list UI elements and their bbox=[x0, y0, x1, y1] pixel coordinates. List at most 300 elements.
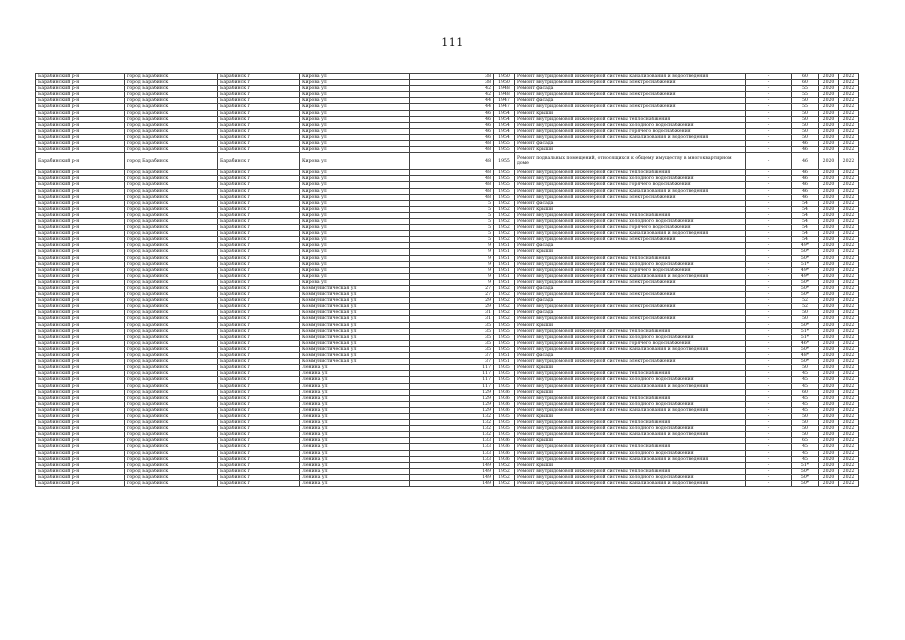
cell-locality: Барабинск г bbox=[218, 438, 300, 444]
cell-term: 50* bbox=[792, 322, 819, 328]
cell-street: Ленина ул bbox=[300, 432, 410, 438]
cell-street: Ленина ул bbox=[300, 371, 410, 377]
cell-year-built: 1954 bbox=[494, 134, 515, 140]
cell-locality: Барабинск г bbox=[218, 389, 300, 395]
cell-district: Барабинский р-н bbox=[36, 261, 125, 267]
cell-work-type: Ремонт крыши bbox=[515, 365, 746, 371]
cell-locality: Барабинск г bbox=[218, 432, 300, 438]
cell-year-end: 2022 bbox=[839, 200, 859, 206]
cell-term: 54 bbox=[792, 225, 819, 231]
cell-year-built: 1952 bbox=[494, 292, 515, 298]
cell-year-start: 2020 bbox=[819, 249, 839, 255]
cell-year-end: 2022 bbox=[839, 273, 859, 279]
cell-district: Барабинский р-н bbox=[36, 444, 125, 450]
cell-dash: - bbox=[746, 188, 792, 194]
cell-year-start: 2020 bbox=[819, 153, 839, 170]
cell-dash: - bbox=[746, 286, 792, 292]
cell-year-start: 2020 bbox=[819, 286, 839, 292]
cell-year-end: 2022 bbox=[839, 212, 859, 218]
cell-year-built: 1936 bbox=[494, 395, 515, 401]
cell-street: Кирова ул bbox=[300, 147, 410, 153]
cell-year-end: 2022 bbox=[839, 147, 859, 153]
cell-settlement: город Барабинск bbox=[125, 334, 218, 340]
cell-street: Кирова ул bbox=[300, 98, 410, 104]
cell-year-start: 2020 bbox=[819, 413, 839, 419]
cell-locality: Барабинск г bbox=[218, 182, 300, 188]
cell-district: Барабинский р-н bbox=[36, 298, 125, 304]
cell-year-start: 2020 bbox=[819, 237, 839, 243]
cell-dash: - bbox=[746, 365, 792, 371]
cell-work-type: Ремонт внутридомовой инженерной системы теплоснабжения bbox=[515, 420, 746, 426]
cell-year-start: 2020 bbox=[819, 80, 839, 86]
cell-district: Барабинский р-н bbox=[36, 481, 125, 487]
cell-year-end: 2022 bbox=[839, 104, 859, 110]
cell-year-built: 1952 bbox=[494, 200, 515, 206]
cell-street: Кирова ул bbox=[300, 141, 410, 147]
cell-year-start: 2020 bbox=[819, 122, 839, 128]
cell-work-type: Ремонт фасада bbox=[515, 286, 746, 292]
cell-year-built: 1935 bbox=[494, 432, 515, 438]
cell-locality: Барабинск г bbox=[218, 292, 300, 298]
cell-term: 45 bbox=[792, 444, 819, 450]
cell-district: Барабинский р-н bbox=[36, 426, 125, 432]
cell-year-built: 1955 bbox=[494, 346, 515, 352]
cell-locality: Барабинск г bbox=[218, 426, 300, 432]
cell-locality: Барабинск г bbox=[218, 304, 300, 310]
cell-street: Кирова ул bbox=[300, 176, 410, 182]
cell-district: Барабинский р-н bbox=[36, 255, 125, 261]
cell-year-start: 2020 bbox=[819, 231, 839, 237]
cell-year-built: 1951 bbox=[494, 267, 515, 273]
cell-settlement: город Барабинск bbox=[125, 273, 218, 279]
cell-settlement: город Барабинск bbox=[125, 188, 218, 194]
cell-settlement: город Барабинск bbox=[125, 444, 218, 450]
cell-district: Барабинский р-н bbox=[36, 98, 125, 104]
cell-house-number: 132 bbox=[410, 426, 494, 432]
cell-settlement: город Барабинск bbox=[125, 141, 218, 147]
cell-work-type: Ремонт фасада bbox=[515, 141, 746, 147]
cell-year-start: 2020 bbox=[819, 141, 839, 147]
cell-term: 55 bbox=[792, 104, 819, 110]
cell-locality: Барабинск г bbox=[218, 116, 300, 122]
cell-work-type: Ремонт внутридомовой инженерной системы канализования и водоотведения bbox=[515, 346, 746, 352]
cell-district: Барабинский р-н bbox=[36, 182, 125, 188]
cell-locality: Барабинск г bbox=[218, 359, 300, 365]
cell-settlement: город Барабинск bbox=[125, 249, 218, 255]
cell-dash: - bbox=[746, 231, 792, 237]
cell-street: Ленина ул bbox=[300, 420, 410, 426]
cell-year-end: 2022 bbox=[839, 340, 859, 346]
cell-year-start: 2020 bbox=[819, 200, 839, 206]
cell-work-type: Ремонт подвальных помещений, относящихся к общему имуществу в многоквартирном доме bbox=[515, 153, 746, 170]
cell-street: Кирова ул bbox=[300, 153, 410, 170]
cell-year-end: 2022 bbox=[839, 383, 859, 389]
cell-term: 54 bbox=[792, 237, 819, 243]
cell-locality: Барабинск г bbox=[218, 450, 300, 456]
cell-work-type: Ремонт внутридомовой инженерной системы электроснабжения bbox=[515, 359, 746, 365]
cell-street: Ленина ул bbox=[300, 438, 410, 444]
cell-house-number: 117 bbox=[410, 377, 494, 383]
cell-year-start: 2020 bbox=[819, 92, 839, 98]
cell-work-type: Ремонт внутридомовой инженерной системы электроснабжения bbox=[515, 92, 746, 98]
cell-house-number: 5 bbox=[410, 212, 494, 218]
cell-term: 55 bbox=[792, 86, 819, 92]
cell-term: 46 bbox=[792, 153, 819, 170]
cell-street: Коммунистическая ул bbox=[300, 286, 410, 292]
table-row bbox=[36, 481, 859, 487]
cell-dash: - bbox=[746, 128, 792, 134]
cell-settlement: город Барабинск bbox=[125, 98, 218, 104]
cell-settlement: город Барабинск bbox=[125, 279, 218, 285]
cell-year-end: 2022 bbox=[839, 74, 859, 80]
cell-year-start: 2020 bbox=[819, 468, 839, 474]
cell-dash: - bbox=[746, 212, 792, 218]
cell-street: Ленина ул bbox=[300, 426, 410, 432]
cell-term: 60 bbox=[792, 80, 819, 86]
cell-year-end: 2022 bbox=[839, 377, 859, 383]
cell-settlement: город Барабинск bbox=[125, 128, 218, 134]
cell-settlement: город Барабинск bbox=[125, 316, 218, 322]
cell-year-end: 2022 bbox=[839, 249, 859, 255]
cell-year-built: 1951 bbox=[494, 279, 515, 285]
cell-year-built: 1952 bbox=[494, 462, 515, 468]
cell-year-end: 2022 bbox=[839, 279, 859, 285]
cell-year-built: 1954 bbox=[494, 128, 515, 134]
cell-district: Барабинский р-н bbox=[36, 389, 125, 395]
cell-year-end: 2022 bbox=[839, 292, 859, 298]
cell-house-number: 35 bbox=[410, 328, 494, 334]
cell-settlement: город Барабинск bbox=[125, 322, 218, 328]
cell-district: Барабинский р-н bbox=[36, 310, 125, 316]
cell-term: 45 bbox=[792, 450, 819, 456]
cell-term: 60 bbox=[792, 389, 819, 395]
cell-work-type: Ремонт фасада bbox=[515, 243, 746, 249]
cell-locality: Барабинск г bbox=[218, 80, 300, 86]
cell-settlement: город Барабинск bbox=[125, 153, 218, 170]
cell-dash: - bbox=[746, 218, 792, 224]
cell-dash: - bbox=[746, 92, 792, 98]
cell-dash: - bbox=[746, 444, 792, 450]
cell-street: Коммунистическая ул bbox=[300, 334, 410, 340]
cell-year-end: 2022 bbox=[839, 116, 859, 122]
cell-dash: - bbox=[746, 359, 792, 365]
cell-work-type: Ремонт внутридомовой инженерной системы холодного водоснабжения bbox=[515, 401, 746, 407]
cell-dash: - bbox=[746, 438, 792, 444]
cell-house-number: 48 bbox=[410, 170, 494, 176]
cell-year-end: 2022 bbox=[839, 128, 859, 134]
cell-district: Барабинский р-н bbox=[36, 462, 125, 468]
cell-dash: - bbox=[746, 328, 792, 334]
cell-term: 50 bbox=[792, 316, 819, 322]
cell-year-built: 1936 bbox=[494, 407, 515, 413]
cell-work-type: Ремонт внутридомовой инженерной системы теплоснабжения bbox=[515, 255, 746, 261]
cell-locality: Барабинск г bbox=[218, 194, 300, 200]
cell-term: 45 bbox=[792, 401, 819, 407]
cell-year-built: 1955 bbox=[494, 182, 515, 188]
cell-house-number: 149 bbox=[410, 481, 494, 487]
cell-locality: Барабинск г bbox=[218, 249, 300, 255]
cell-year-built: 1948 bbox=[494, 92, 515, 98]
cell-house-number: 48 bbox=[410, 153, 494, 170]
cell-term: 49* bbox=[792, 243, 819, 249]
cell-year-start: 2020 bbox=[819, 383, 839, 389]
cell-street: Ленина ул bbox=[300, 462, 410, 468]
cell-year-built: 1935 bbox=[494, 365, 515, 371]
cell-work-type: Ремонт крыши bbox=[515, 147, 746, 153]
cell-street: Кирова ул bbox=[300, 104, 410, 110]
cell-house-number: 132 bbox=[410, 432, 494, 438]
cell-dash: - bbox=[746, 261, 792, 267]
cell-settlement: город Барабинск bbox=[125, 401, 218, 407]
cell-locality: Барабинск г bbox=[218, 237, 300, 243]
cell-year-built: 1951 bbox=[494, 261, 515, 267]
cell-dash: - bbox=[746, 273, 792, 279]
cell-house-number: 5 bbox=[410, 237, 494, 243]
cell-street: Ленина ул bbox=[300, 365, 410, 371]
cell-term: 46 bbox=[792, 188, 819, 194]
cell-work-type: Ремонт внутридомовой инженерной системы канализования и водоотведения bbox=[515, 134, 746, 140]
cell-house-number: 5 bbox=[410, 225, 494, 231]
cell-house-number: 48 bbox=[410, 176, 494, 182]
cell-dash: - bbox=[746, 116, 792, 122]
cell-year-end: 2022 bbox=[839, 231, 859, 237]
cell-locality: Барабинск г bbox=[218, 128, 300, 134]
cell-work-type: Ремонт крыши bbox=[515, 249, 746, 255]
cell-year-built: 1950 bbox=[494, 74, 515, 80]
cell-street: Кирова ул bbox=[300, 225, 410, 231]
cell-work-type: Ремонт внутридомовой инженерной системы электроснабжения bbox=[515, 279, 746, 285]
cell-term: 51* bbox=[792, 462, 819, 468]
cell-year-end: 2022 bbox=[839, 322, 859, 328]
cell-locality: Барабинск г bbox=[218, 310, 300, 316]
cell-year-end: 2022 bbox=[839, 401, 859, 407]
cell-district: Барабинский р-н bbox=[36, 286, 125, 292]
cell-district: Барабинский р-н bbox=[36, 365, 125, 371]
cell-work-type: Ремонт внутридомовой инженерной системы электроснабжения bbox=[515, 237, 746, 243]
cell-year-start: 2020 bbox=[819, 292, 839, 298]
cell-locality: Барабинск г bbox=[218, 110, 300, 116]
table-row bbox=[36, 153, 859, 170]
cell-locality: Барабинск г bbox=[218, 200, 300, 206]
cell-house-number: 31 bbox=[410, 310, 494, 316]
cell-locality: Барабинск г bbox=[218, 134, 300, 140]
cell-settlement: город Барабинск bbox=[125, 407, 218, 413]
cell-settlement: город Барабинск bbox=[125, 104, 218, 110]
cell-year-end: 2022 bbox=[839, 456, 859, 462]
cell-year-start: 2020 bbox=[819, 359, 839, 365]
cell-work-type: Ремонт внутридомовой инженерной системы канализования и водоотведения bbox=[515, 273, 746, 279]
cell-house-number: 129 bbox=[410, 395, 494, 401]
cell-locality: Барабинск г bbox=[218, 170, 300, 176]
cell-street: Кирова ул bbox=[300, 86, 410, 92]
cell-year-built: 1936 bbox=[494, 401, 515, 407]
cell-street: Ленина ул bbox=[300, 456, 410, 462]
cell-dash: - bbox=[746, 141, 792, 147]
cell-dash: - bbox=[746, 432, 792, 438]
cell-house-number: 132 bbox=[410, 413, 494, 419]
cell-work-type: Ремонт внутридомовой инженерной системы холодного водоснабжения bbox=[515, 261, 746, 267]
cell-dash: - bbox=[746, 267, 792, 273]
cell-year-end: 2022 bbox=[839, 395, 859, 401]
cell-dash: - bbox=[746, 292, 792, 298]
cell-settlement: город Барабинск bbox=[125, 359, 218, 365]
cell-dash: - bbox=[746, 279, 792, 285]
cell-house-number: 48 bbox=[410, 194, 494, 200]
cell-house-number: 5 bbox=[410, 200, 494, 206]
cell-dash: - bbox=[746, 243, 792, 249]
cell-settlement: город Барабинск bbox=[125, 292, 218, 298]
cell-work-type: Ремонт внутридомовой инженерной системы горячего водоснабжения bbox=[515, 225, 746, 231]
cell-work-type: Ремонт внутридомовой инженерной системы канализования и водоотведения bbox=[515, 74, 746, 80]
cell-district: Барабинский р-н bbox=[36, 218, 125, 224]
cell-settlement: город Барабинск bbox=[125, 206, 218, 212]
cell-street: Коммунистическая ул bbox=[300, 292, 410, 298]
cell-locality: Барабинск г bbox=[218, 153, 300, 170]
cell-year-start: 2020 bbox=[819, 170, 839, 176]
cell-house-number: 133 bbox=[410, 450, 494, 456]
cell-locality: Барабинск г bbox=[218, 346, 300, 352]
cell-street: Коммунистическая ул bbox=[300, 359, 410, 365]
cell-locality: Барабинск г bbox=[218, 365, 300, 371]
cell-work-type: Ремонт внутридомовой инженерной системы теплоснабжения bbox=[515, 395, 746, 401]
cell-dash: - bbox=[746, 346, 792, 352]
cell-dash: - bbox=[746, 395, 792, 401]
cell-dash: - bbox=[746, 255, 792, 261]
cell-locality: Барабинск г bbox=[218, 456, 300, 462]
cell-term: 50* bbox=[792, 346, 819, 352]
cell-settlement: город Барабинск bbox=[125, 212, 218, 218]
cell-district: Барабинский р-н bbox=[36, 225, 125, 231]
cell-house-number: 48 bbox=[410, 147, 494, 153]
cell-year-built: 1955 bbox=[494, 328, 515, 334]
cell-settlement: город Барабинск bbox=[125, 134, 218, 140]
cell-dash: - bbox=[746, 340, 792, 346]
cell-district: Барабинский р-н bbox=[36, 407, 125, 413]
cell-year-built: 1952 bbox=[494, 286, 515, 292]
cell-year-start: 2020 bbox=[819, 420, 839, 426]
cell-settlement: город Барабинск bbox=[125, 462, 218, 468]
cell-locality: Барабинск г bbox=[218, 74, 300, 80]
cell-year-built: 1952 bbox=[494, 212, 515, 218]
cell-settlement: город Барабинск bbox=[125, 346, 218, 352]
cell-year-built: 1955 bbox=[494, 334, 515, 340]
cell-work-type: Ремонт внутридомовой инженерной системы горячего водоснабжения bbox=[515, 340, 746, 346]
cell-work-type: Ремонт фасада bbox=[515, 353, 746, 359]
cell-house-number: 9 bbox=[410, 273, 494, 279]
cell-street: Кирова ул bbox=[300, 122, 410, 128]
cell-street: Кирова ул bbox=[300, 261, 410, 267]
cell-year-end: 2022 bbox=[839, 462, 859, 468]
cell-street: Коммунистическая ул bbox=[300, 304, 410, 310]
cell-dash: - bbox=[746, 122, 792, 128]
cell-work-type: Ремонт внутридомовой инженерной системы электроснабжения bbox=[515, 304, 746, 310]
cell-work-type: Ремонт крыши bbox=[515, 389, 746, 395]
cell-locality: Барабинск г bbox=[218, 104, 300, 110]
cell-dash: - bbox=[746, 468, 792, 474]
cell-settlement: город Барабинск bbox=[125, 267, 218, 273]
cell-year-end: 2022 bbox=[839, 188, 859, 194]
cell-year-end: 2022 bbox=[839, 371, 859, 377]
cell-term: 51* bbox=[792, 334, 819, 340]
cell-district: Барабинский р-н bbox=[36, 74, 125, 80]
cell-year-end: 2022 bbox=[839, 304, 859, 310]
cell-district: Барабинский р-н bbox=[36, 267, 125, 273]
cell-work-type: Ремонт внутридомовой инженерной системы электроснабжения bbox=[515, 104, 746, 110]
cell-year-start: 2020 bbox=[819, 389, 839, 395]
cell-work-type: Ремонт фасада bbox=[515, 310, 746, 316]
cell-year-start: 2020 bbox=[819, 218, 839, 224]
cell-year-built: 1936 bbox=[494, 438, 515, 444]
cell-district: Барабинский р-н bbox=[36, 273, 125, 279]
cell-street: Кирова ул bbox=[300, 212, 410, 218]
cell-dash: - bbox=[746, 389, 792, 395]
cell-dash: - bbox=[746, 377, 792, 383]
cell-year-end: 2022 bbox=[839, 261, 859, 267]
cell-year-start: 2020 bbox=[819, 316, 839, 322]
cell-year-end: 2022 bbox=[839, 474, 859, 480]
cell-work-type: Ремонт внутридомовой инженерной системы канализования и водоотведения bbox=[515, 432, 746, 438]
cell-year-built: 1936 bbox=[494, 444, 515, 450]
cell-district: Барабинский р-н bbox=[36, 292, 125, 298]
cell-year-end: 2022 bbox=[839, 141, 859, 147]
cell-term: 50 bbox=[792, 110, 819, 116]
cell-term: 50* bbox=[792, 249, 819, 255]
cell-year-start: 2020 bbox=[819, 365, 839, 371]
cell-work-type: Ремонт крыши bbox=[515, 413, 746, 419]
cell-house-number: 48 bbox=[410, 182, 494, 188]
cell-work-type: Ремонт внутридомовой инженерной системы холодного водоснабжения bbox=[515, 334, 746, 340]
cell-term: 52 bbox=[792, 298, 819, 304]
cell-work-type: Ремонт внутридомовой инженерной системы теплоснабжения bbox=[515, 170, 746, 176]
cell-house-number: 35 bbox=[410, 346, 494, 352]
cell-locality: Барабинск г bbox=[218, 328, 300, 334]
cell-year-start: 2020 bbox=[819, 371, 839, 377]
cell-house-number: 48 bbox=[410, 188, 494, 194]
cell-year-end: 2022 bbox=[839, 328, 859, 334]
cell-dash: - bbox=[746, 353, 792, 359]
cell-street: Ленина ул bbox=[300, 481, 410, 487]
cell-street: Ленина ул bbox=[300, 444, 410, 450]
cell-street: Ленина ул bbox=[300, 401, 410, 407]
cell-dash: - bbox=[746, 462, 792, 468]
cell-district: Барабинский р-н bbox=[36, 188, 125, 194]
cell-year-end: 2022 bbox=[839, 243, 859, 249]
cell-dash: - bbox=[746, 426, 792, 432]
cell-year-built: 1954 bbox=[494, 110, 515, 116]
cell-work-type: Ремонт крыши bbox=[515, 206, 746, 212]
cell-year-built: 1955 bbox=[494, 176, 515, 182]
cell-term: 45 bbox=[792, 395, 819, 401]
cell-dash: - bbox=[746, 322, 792, 328]
cell-year-end: 2022 bbox=[839, 237, 859, 243]
cell-street: Кирова ул bbox=[300, 134, 410, 140]
cell-locality: Барабинск г bbox=[218, 322, 300, 328]
cell-street: Коммунистическая ул bbox=[300, 322, 410, 328]
cell-house-number: 48 bbox=[410, 141, 494, 147]
cell-year-end: 2022 bbox=[839, 92, 859, 98]
cell-term: 45 bbox=[792, 383, 819, 389]
cell-house-number: 42 bbox=[410, 92, 494, 98]
cell-locality: Барабинск г bbox=[218, 316, 300, 322]
cell-house-number: 35 bbox=[410, 340, 494, 346]
cell-year-start: 2020 bbox=[819, 395, 839, 401]
cell-locality: Барабинск г bbox=[218, 481, 300, 487]
cell-settlement: город Барабинск bbox=[125, 86, 218, 92]
cell-dash: - bbox=[746, 86, 792, 92]
cell-year-end: 2022 bbox=[839, 389, 859, 395]
cell-term: 45 bbox=[792, 456, 819, 462]
cell-year-end: 2022 bbox=[839, 134, 859, 140]
